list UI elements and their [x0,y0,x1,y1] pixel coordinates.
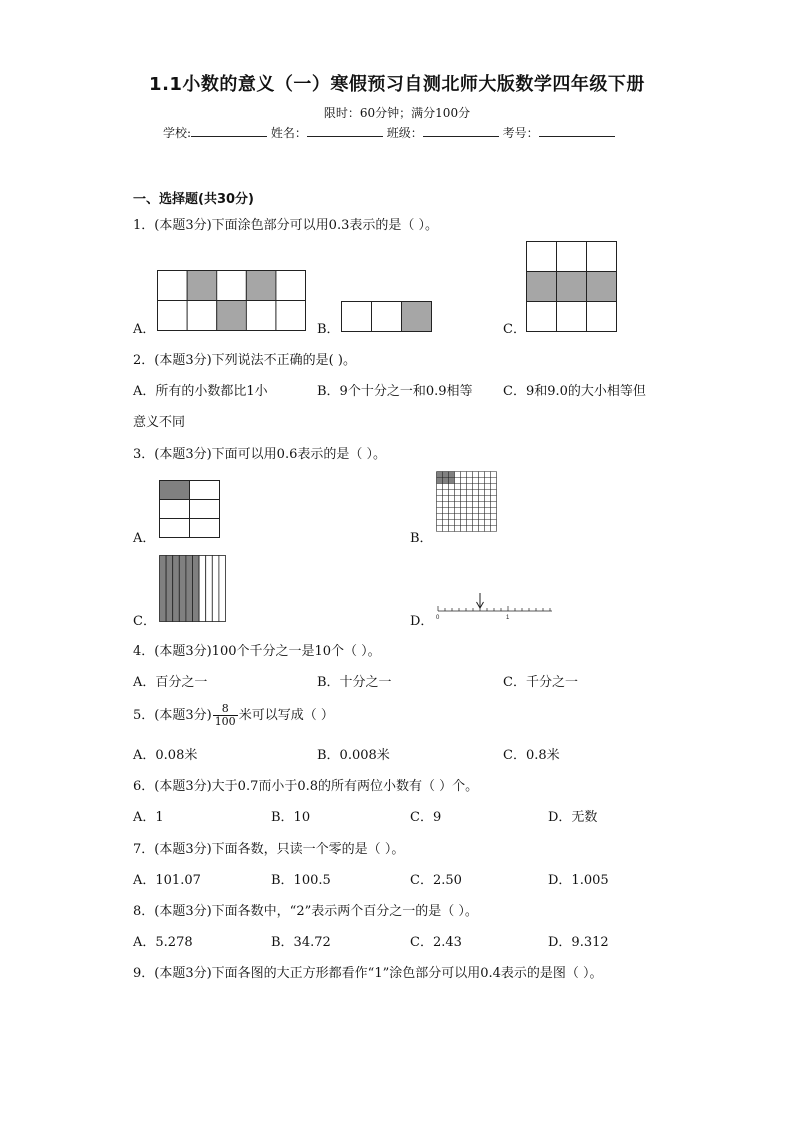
school-field[interactable] [191,124,267,137]
class-label: 班级： [386,126,423,140]
q3-option-a-grid[interactable] [159,480,221,540]
shaded-strip [160,556,167,622]
student-info-line [163,124,615,141]
question-4-stem: 4．(本题3分)100个千分之一是10个（ ）。 [133,644,381,659]
q8-option-a[interactable]: A．5.278 [133,935,193,950]
question-1-stem: 1．(本题3分)下面涂色部分可以用0.3表示的是（ ）。 [133,218,438,233]
q6-option-a[interactable]: A．1 [133,810,164,825]
shaded-cell [449,472,455,478]
q5-option-a[interactable]: A．0.08米 [133,748,198,763]
q8-option-d[interactable]: D．9.312 [548,935,609,950]
shaded-cell [449,478,455,484]
page-title: 1.1小数的意义（一）寒假预习自测北师大版数学四年级下册 [149,74,645,95]
question-9-stem: 9．(本题3分)下面各图的大正方形都看作“1”涂色部分可以用0.4表示的是图（ ）。 [133,966,603,981]
strip [199,556,206,622]
q5-stem-prefix: 5．(本题3分) [133,708,212,723]
q7-option-b[interactable]: B．100.5 [271,873,331,888]
exam-number-label: 考号： [502,126,539,140]
q5-option-b[interactable]: B．0.008米 [317,748,390,763]
q5-stem-suffix: 米可以写成（ ） [238,708,334,723]
shaded-strip [173,556,180,622]
q3-option-b-hundred-grid[interactable] [436,471,498,533]
shaded-cell [216,301,246,331]
question-8-stem: 8．(本题3分)下面各数中，“2”表示两个百分之一的是（ ）。 [133,904,478,919]
shaded-strip [186,556,193,622]
q7-option-c[interactable]: C．2.50 [410,873,462,888]
q5-option-c[interactable]: C．0.8米 [503,748,560,763]
q4-option-c[interactable]: C．千分之一 [503,675,578,690]
shaded-strip [166,556,173,622]
fraction-denominator: 100 [214,715,236,728]
q6-option-b[interactable]: B．10 [271,810,311,825]
q7-option-a[interactable]: A．101.07 [133,873,201,888]
q4-option-a[interactable]: A．百分之一 [133,675,208,690]
q3-option-c-label: C． [133,614,156,629]
question-3-stem: 3．(本题3分)下面可以用0.6表示的是（ ）。 [133,447,386,462]
q6-option-d[interactable]: D．无数 [548,810,598,825]
shaded-cell [160,481,190,500]
shaded-cell [437,472,443,478]
q3-option-c-strips[interactable] [159,555,227,623]
shaded-cell [437,478,443,484]
shaded-strip [193,556,200,622]
q3-option-d-number-line[interactable] [436,591,556,623]
section-heading: 一、选择题(共30分) [133,192,254,207]
q1-option-b-label: B． [317,322,340,337]
shaded-cell [402,302,432,332]
time-score-line: 限时：60分钟；满分100分 [323,106,471,120]
q1-option-a-label: A． [133,322,156,337]
q2-option-a[interactable]: A．所有的小数都比1小 [133,384,268,399]
q3-option-a-label: A． [133,531,156,546]
q3-option-b-label: B． [410,531,433,546]
shaded-row [527,272,617,302]
q8-option-c[interactable]: C．2.43 [410,935,462,950]
shaded-cell [246,271,276,301]
number-line-label-0: 0 [436,615,440,621]
fraction-numerator: 8 [213,703,238,716]
question-5-stem [133,703,334,728]
number-line-label-1: 1 [506,615,510,621]
school-label: 学校: [163,126,192,140]
q1-option-a-grid[interactable] [157,270,307,332]
name-label: 姓名： [270,126,307,140]
q4-option-b[interactable]: B．十分之一 [317,675,392,690]
shaded-cell [187,271,217,301]
class-field[interactable] [423,124,499,137]
q2-option-b[interactable]: B．9个十分之一和0.9相等 [317,384,473,399]
q7-option-d[interactable]: D．1.005 [548,873,609,888]
q2-option-c[interactable]: C．9和9.0的大小相等但 [503,384,646,399]
shaded-cell [443,478,449,484]
q6-option-c[interactable]: C．9 [410,810,442,825]
strip [206,556,213,622]
question-6-stem: 6．(本题3分)大于0.7而小于0.8的所有两位小数有（ ）个。 [133,779,479,794]
q3-option-d-label: D． [410,614,434,629]
strip [212,556,219,622]
q8-option-b[interactable]: B．34.72 [271,935,331,950]
q1-option-c-grid[interactable] [526,241,618,333]
q1-option-c-label: C． [503,322,526,337]
q1-option-b-grid[interactable] [341,301,433,333]
question-7-stem: 7．(本题3分)下面各数，只读一个零的是（ ）。 [133,842,405,857]
q5-fraction [213,703,238,728]
name-field[interactable] [307,124,383,137]
shaded-strip [179,556,186,622]
shaded-cell [443,472,449,478]
question-2-stem: 2．(本题3分)下列说法不正确的是( )。 [133,353,356,368]
q2-option-c-continued: 意义不同 [133,415,186,430]
strip [219,556,226,622]
exam-number-field[interactable] [539,124,615,137]
